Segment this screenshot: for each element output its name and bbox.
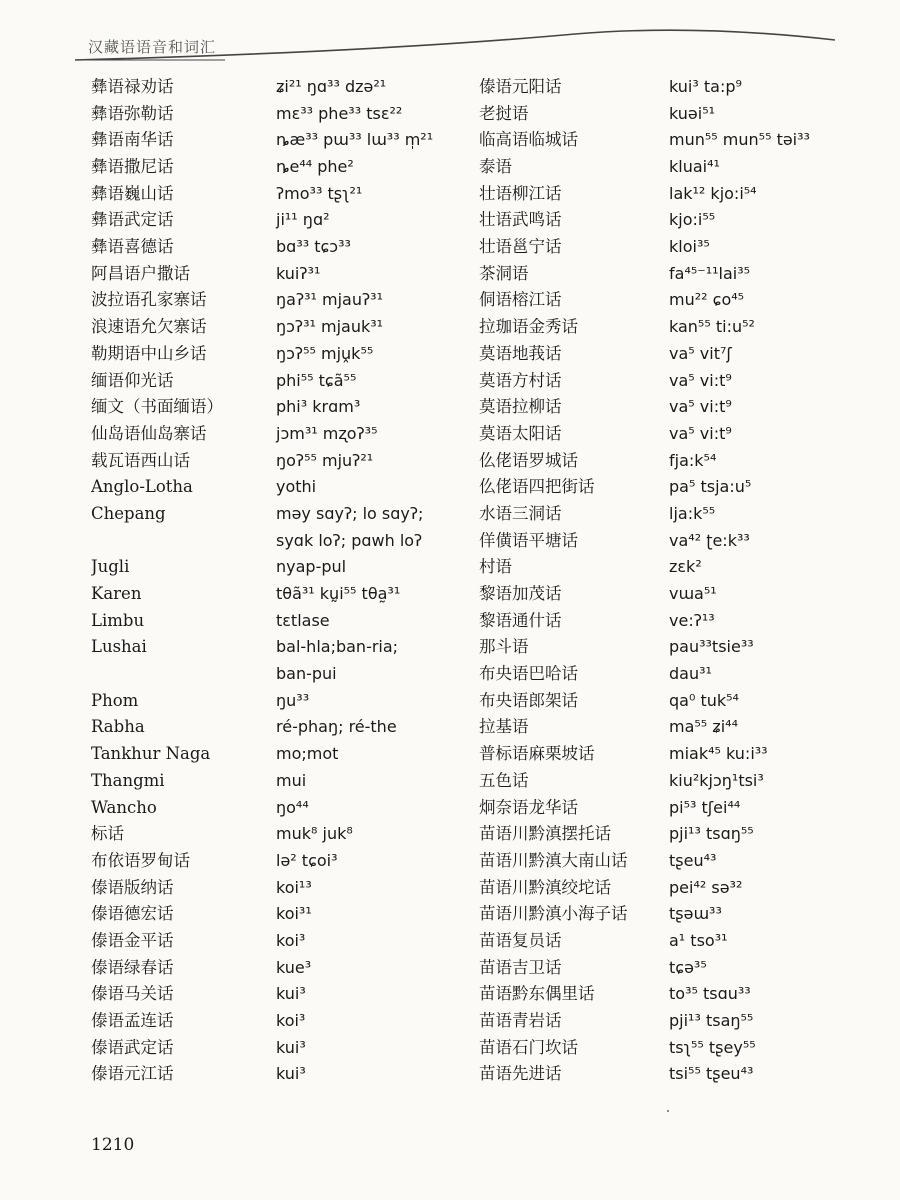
entry-row bbox=[91, 795, 471, 822]
entry-row bbox=[91, 554, 471, 581]
word-form: ȵe⁴⁴ phe² bbox=[276, 157, 354, 177]
language-name: 布依语罗甸话 bbox=[91, 850, 190, 870]
word-form: tʂeu⁴³ bbox=[669, 850, 717, 870]
language-name: 苗语川黔滇小海子话 bbox=[479, 904, 628, 924]
entry-row bbox=[91, 528, 471, 555]
entry-row bbox=[91, 928, 471, 955]
word-form: zɛk² bbox=[669, 557, 702, 577]
word-form: kan⁵⁵ ti:u⁵² bbox=[669, 317, 755, 337]
word-form: vɯa⁵¹ bbox=[669, 584, 717, 604]
word-form: va⁵ vi:t⁹ bbox=[669, 423, 732, 443]
entry-row bbox=[479, 1008, 859, 1035]
language-name: 苗语黔东偶里话 bbox=[479, 984, 595, 1004]
entry-row bbox=[91, 127, 471, 154]
language-name: Phom bbox=[91, 690, 139, 710]
language-name: 波拉语孔家寨话 bbox=[91, 290, 207, 310]
entry-row bbox=[479, 74, 859, 101]
entry-row bbox=[91, 608, 471, 635]
word-form: miak⁴⁵ ku:i³³ bbox=[669, 744, 768, 764]
word-form: kui³ ta:p⁹ bbox=[669, 76, 742, 96]
word-form: phi⁵⁵ tɕã⁵⁵ bbox=[276, 370, 357, 390]
word-form: ȵæ³³ pɯ³³ lɯ³³ m̩²¹ bbox=[276, 130, 434, 150]
word-form: lə² tɕoi³ bbox=[276, 850, 338, 870]
word-form: fja:k⁵⁴ bbox=[669, 450, 717, 470]
entry-row bbox=[91, 715, 471, 742]
entry-row bbox=[479, 448, 859, 475]
entry-row bbox=[479, 715, 859, 742]
language-name: Karen bbox=[91, 584, 142, 604]
language-name: 拉珈语金秀话 bbox=[479, 317, 578, 337]
entry-row bbox=[91, 101, 471, 128]
entry-row bbox=[479, 207, 859, 234]
word-form: tsʅ⁵⁵ tʂey⁵⁵ bbox=[669, 1037, 756, 1057]
word-form: mui bbox=[276, 770, 307, 790]
entry-row bbox=[91, 848, 471, 875]
language-name: Tankhur Naga bbox=[91, 744, 211, 764]
right-column bbox=[479, 74, 859, 1088]
word-form: kloi³⁵ bbox=[669, 237, 710, 257]
word-form: ban-pui bbox=[276, 664, 337, 684]
entry-row bbox=[479, 981, 859, 1008]
word-form: mɛ³³ phe³³ tsɛ²² bbox=[276, 103, 403, 123]
language-name: 浪速语允欠寨话 bbox=[91, 317, 207, 337]
language-name: 缅语仰光话 bbox=[91, 370, 174, 390]
language-name: 佯僙语平塘话 bbox=[479, 530, 578, 550]
word-form: ve:ʔ¹³ bbox=[669, 610, 715, 630]
language-name: 彝语撒尼话 bbox=[91, 157, 174, 177]
entry-row bbox=[479, 1035, 859, 1062]
entry-row bbox=[91, 955, 471, 982]
language-name: 载瓦语西山话 bbox=[91, 450, 190, 470]
language-name: 炯奈语龙华话 bbox=[479, 797, 578, 817]
word-form: pei⁴² sə³² bbox=[669, 877, 743, 897]
language-name: 黎语加茂话 bbox=[479, 584, 562, 604]
language-name: 傣语孟连话 bbox=[91, 1011, 174, 1031]
entry-row bbox=[91, 1061, 471, 1088]
word-form: phi³ krɑm³ bbox=[276, 397, 361, 417]
language-name: 苗语川黔滇大南山话 bbox=[479, 850, 628, 870]
language-name: 茶洞语 bbox=[479, 263, 529, 283]
language-name: 莫语太阳话 bbox=[479, 423, 562, 443]
language-name: 苗语吉卫话 bbox=[479, 957, 562, 977]
entry-row bbox=[479, 421, 859, 448]
word-form: kue³ bbox=[276, 957, 312, 977]
language-name: 莫语地莪话 bbox=[479, 343, 562, 363]
entry-row bbox=[479, 608, 859, 635]
language-name: 侗语榕江话 bbox=[479, 290, 562, 310]
language-name: 苗语川黔滇摆托话 bbox=[479, 824, 611, 844]
word-form: va⁵ vi:t⁹ bbox=[669, 370, 732, 390]
entry-row bbox=[479, 314, 859, 341]
entry-row bbox=[479, 101, 859, 128]
language-name: 彝语喜德话 bbox=[91, 237, 174, 257]
word-form: a¹ tso³¹ bbox=[669, 930, 728, 950]
word-form: ŋo⁴⁴ bbox=[276, 797, 309, 817]
entry-row bbox=[91, 981, 471, 1008]
language-name: 傣语版纳话 bbox=[91, 877, 174, 897]
entry-row bbox=[91, 288, 471, 315]
language-name: 阿昌语户撒话 bbox=[91, 263, 190, 283]
entry-row bbox=[91, 688, 471, 715]
word-form: nyap-pul bbox=[276, 557, 347, 577]
word-form: ma⁵⁵ ʑi⁴⁴ bbox=[669, 717, 738, 737]
word-form: pau³³tsie³³ bbox=[669, 637, 754, 657]
language-name: 五色话 bbox=[479, 770, 529, 790]
language-name: Rabha bbox=[91, 717, 145, 737]
word-form: mo;mot bbox=[276, 744, 339, 764]
word-form: lak¹² kjo:i⁵⁴ bbox=[669, 183, 757, 203]
entry-row bbox=[91, 901, 471, 928]
word-form: kuiʔ³¹ bbox=[276, 263, 321, 283]
word-form: tɕə³⁵ bbox=[669, 957, 707, 977]
entry-row bbox=[479, 368, 859, 395]
word-form: va⁵ vit⁷ʃ bbox=[669, 343, 732, 363]
language-name: 傣语马关话 bbox=[91, 984, 174, 1004]
language-name: 壮语武鸣话 bbox=[479, 210, 562, 230]
language-name: 壮语邕宁话 bbox=[479, 237, 562, 257]
language-name: 勒期语中山乡话 bbox=[91, 343, 207, 363]
language-name: 普标语麻栗坡话 bbox=[479, 744, 595, 764]
word-form: tɛtlase bbox=[276, 610, 330, 630]
language-name: 临高语临城话 bbox=[479, 130, 578, 150]
word-form: fa⁴⁵⁻¹¹lai³⁵ bbox=[669, 263, 751, 283]
word-form: tθã³¹ kṵi⁵⁵ tθa̰³¹ bbox=[276, 584, 401, 604]
entry-row bbox=[479, 261, 859, 288]
entry-row bbox=[91, 634, 471, 661]
entry-row bbox=[91, 875, 471, 902]
language-name: 标话 bbox=[91, 824, 124, 844]
word-form: qa⁰ tuk⁵⁴ bbox=[669, 690, 739, 710]
language-name: Limbu bbox=[91, 610, 145, 630]
word-form: va⁴² ʈe:k³³ bbox=[669, 530, 750, 550]
entry-row bbox=[479, 528, 859, 555]
word-form: to³⁵ tsɑu³³ bbox=[669, 984, 751, 1004]
entry-row bbox=[479, 955, 859, 982]
entry-row bbox=[479, 875, 859, 902]
entry-row bbox=[479, 394, 859, 421]
entry-row bbox=[91, 207, 471, 234]
entry-row bbox=[91, 821, 471, 848]
entry-row bbox=[91, 474, 471, 501]
language-name: 莫语拉柳话 bbox=[479, 397, 562, 417]
language-name: 泰语 bbox=[479, 157, 512, 177]
language-name: Chepang bbox=[91, 503, 166, 523]
word-form: ŋoʔ⁵⁵ mjuʔ²¹ bbox=[276, 450, 374, 470]
word-form: muk⁸ juk⁸ bbox=[276, 824, 353, 844]
word-form: ŋu³³ bbox=[276, 690, 310, 710]
language-name: 那斗语 bbox=[479, 637, 529, 657]
word-form: koi³¹ bbox=[276, 904, 312, 924]
word-form: bɑ³³ tɕɔ³³ bbox=[276, 237, 351, 257]
word-form: pji¹³ tsaŋ⁵⁵ bbox=[669, 1011, 754, 1031]
word-form: dau³¹ bbox=[669, 664, 712, 684]
language-name: 傣语金平话 bbox=[91, 930, 174, 950]
language-name: 缅文（书面缅语） bbox=[91, 397, 223, 417]
language-name: 仫佬语罗城话 bbox=[479, 450, 578, 470]
entry-row bbox=[91, 421, 471, 448]
language-name: 苗语青岩话 bbox=[479, 1011, 562, 1031]
word-form: syɑk loʔ; pɑwh loʔ bbox=[276, 530, 423, 550]
word-form: kiu²kjɔŋ¹tsi³ bbox=[669, 770, 764, 790]
entry-row bbox=[479, 634, 859, 661]
language-name: 傣语元阳话 bbox=[479, 76, 562, 96]
word-form: kjo:i⁵⁵ bbox=[669, 210, 716, 230]
entry-row bbox=[479, 474, 859, 501]
word-form: jɔm³¹ mʐoʔ³⁵ bbox=[276, 423, 378, 443]
word-form: yothi bbox=[276, 477, 317, 497]
entry-row bbox=[91, 234, 471, 261]
word-form: pji¹³ tsɑŋ⁵⁵ bbox=[669, 824, 754, 844]
language-name: 苗语川黔滇绞坨话 bbox=[479, 877, 611, 897]
page-number: 1210 bbox=[91, 1135, 135, 1155]
language-name: 仫佬语四把街话 bbox=[479, 477, 595, 497]
word-form: mun⁵⁵ mun⁵⁵ təi³³ bbox=[669, 130, 810, 150]
language-name: 老挝语 bbox=[479, 103, 529, 123]
language-name: 黎语通什话 bbox=[479, 610, 562, 630]
language-name: Wancho bbox=[91, 797, 157, 817]
entry-row bbox=[91, 661, 471, 688]
word-form: koi¹³ bbox=[276, 877, 312, 897]
language-name: 彝语南华话 bbox=[91, 130, 174, 150]
word-form: mu²² ɕo⁴⁵ bbox=[669, 290, 745, 310]
entry-row bbox=[479, 928, 859, 955]
entry-row bbox=[479, 661, 859, 688]
word-form: tsi⁵⁵ tʂeu⁴³ bbox=[669, 1064, 754, 1084]
language-name: 彝语禄劝话 bbox=[91, 76, 174, 96]
entry-row bbox=[91, 1008, 471, 1035]
word-form: ré-phaŋ; ré-the bbox=[276, 717, 397, 737]
entry-row bbox=[91, 768, 471, 795]
word-form: kui³ bbox=[276, 984, 306, 1004]
language-name: 彝语弥勒话 bbox=[91, 103, 174, 123]
entry-row bbox=[479, 581, 859, 608]
entry-row bbox=[91, 394, 471, 421]
word-form: ʑi²¹ ŋɑ³³ dzə²¹ bbox=[276, 76, 387, 96]
entry-row bbox=[479, 688, 859, 715]
word-form: məy sɑyʔ; lo sɑyʔ; bbox=[276, 503, 424, 523]
entry-row bbox=[479, 554, 859, 581]
entry-row bbox=[91, 448, 471, 475]
language-name: 莫语方村话 bbox=[479, 370, 562, 390]
word-form: kui³ bbox=[276, 1064, 306, 1084]
word-form: tʂəɯ³³ bbox=[669, 904, 722, 924]
entry-row bbox=[91, 154, 471, 181]
word-form: kuəi⁵¹ bbox=[669, 103, 716, 123]
word-form: lja:k⁵⁵ bbox=[669, 503, 716, 523]
entry-row bbox=[91, 261, 471, 288]
word-form: pi⁵³ tʃei⁴⁴ bbox=[669, 797, 741, 817]
entry-row bbox=[479, 154, 859, 181]
word-form: kui³ bbox=[276, 1037, 306, 1057]
language-name: 傣语绿春话 bbox=[91, 957, 174, 977]
entry-row bbox=[91, 1035, 471, 1062]
entry-row bbox=[91, 581, 471, 608]
language-name: 布央语巴哈话 bbox=[479, 664, 578, 684]
page-dot bbox=[667, 1110, 669, 1112]
entry-row bbox=[479, 501, 859, 528]
entry-row bbox=[479, 795, 859, 822]
entry-row bbox=[479, 821, 859, 848]
language-name: 村语 bbox=[479, 557, 512, 577]
language-name: 仙岛语仙岛寨话 bbox=[91, 423, 207, 443]
entry-row bbox=[479, 288, 859, 315]
language-name: Thangmi bbox=[91, 770, 165, 790]
language-name: Lushai bbox=[91, 637, 147, 657]
language-name: 壮语柳江话 bbox=[479, 183, 562, 203]
entry-row bbox=[91, 368, 471, 395]
word-form: kluai⁴¹ bbox=[669, 157, 720, 177]
entry-row bbox=[91, 181, 471, 208]
language-name: 傣语德宏话 bbox=[91, 904, 174, 924]
entry-row bbox=[479, 848, 859, 875]
language-name: 彝语武定话 bbox=[91, 210, 174, 230]
language-name: 苗语复员话 bbox=[479, 930, 562, 950]
entry-row bbox=[479, 127, 859, 154]
entry-row bbox=[91, 501, 471, 528]
language-name: 彝语巍山话 bbox=[91, 183, 174, 203]
word-form: bal-hla;ban-ria; bbox=[276, 637, 399, 657]
word-form: ʔmo³³ tʂʅ²¹ bbox=[276, 183, 363, 203]
entry-row bbox=[479, 181, 859, 208]
entry-row bbox=[91, 314, 471, 341]
word-form: koi³ bbox=[276, 930, 306, 950]
language-name: Anglo-Lotha bbox=[91, 477, 193, 497]
entry-row bbox=[479, 341, 859, 368]
language-name: 拉基语 bbox=[479, 717, 529, 737]
language-name: 布央语郎架话 bbox=[479, 690, 578, 710]
language-name: 傣语元江话 bbox=[91, 1064, 174, 1084]
entry-row bbox=[91, 74, 471, 101]
word-form: ŋɔʔ⁵⁵ mjṷk⁵⁵ bbox=[276, 343, 374, 363]
word-form: ŋaʔ³¹ mjauʔ³¹ bbox=[276, 290, 383, 310]
word-form: ji¹¹ ŋɑ² bbox=[276, 210, 330, 230]
language-name: 水语三洞话 bbox=[479, 503, 562, 523]
entry-row bbox=[479, 1061, 859, 1088]
word-form: ŋɔʔ³¹ mjauk³¹ bbox=[276, 317, 384, 337]
entry-row bbox=[479, 901, 859, 928]
language-name: 苗语先进话 bbox=[479, 1064, 562, 1084]
entry-row bbox=[479, 741, 859, 768]
word-form: va⁵ vi:t⁹ bbox=[669, 397, 732, 417]
word-form: pa⁵ tsja:u⁵ bbox=[669, 477, 752, 497]
entry-row bbox=[91, 741, 471, 768]
language-name: 傣语武定话 bbox=[91, 1037, 174, 1057]
entry-row bbox=[91, 341, 471, 368]
language-name: Jugli bbox=[91, 557, 130, 577]
left-column bbox=[91, 74, 471, 1088]
word-form: koi³ bbox=[276, 1011, 306, 1031]
running-header: 汉藏语语音和词汇 bbox=[88, 38, 217, 56]
entry-row bbox=[479, 768, 859, 795]
language-name: 苗语石门坎话 bbox=[479, 1037, 578, 1057]
entry-row bbox=[479, 234, 859, 261]
